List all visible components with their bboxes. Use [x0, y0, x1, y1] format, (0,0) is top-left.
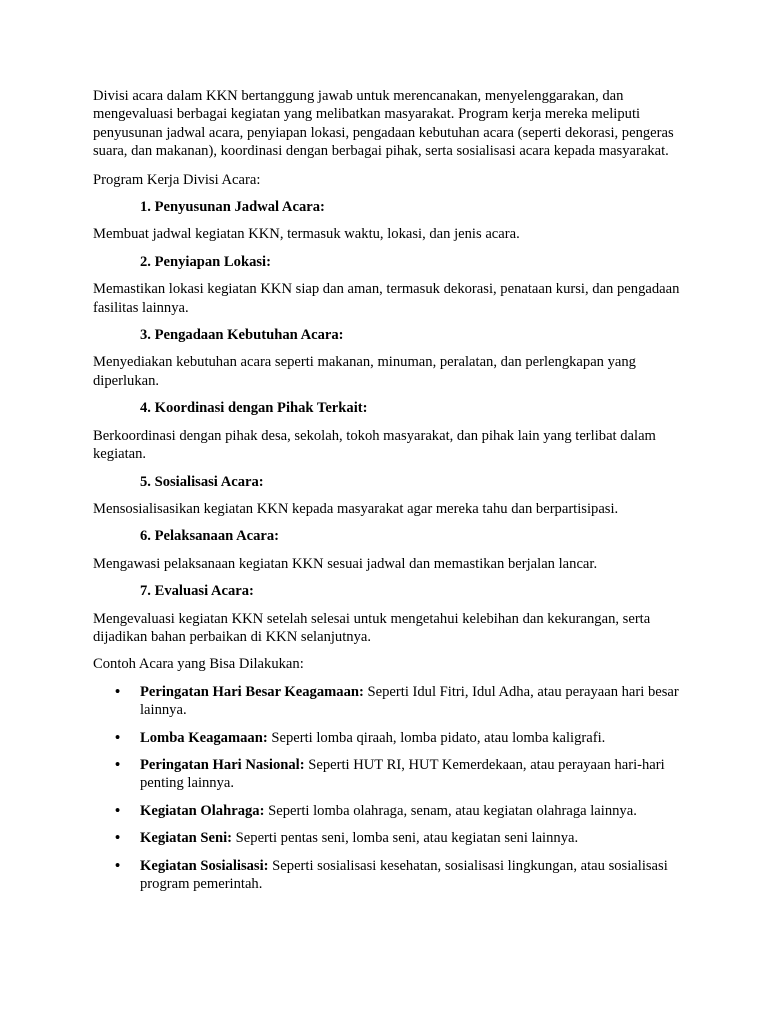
program-description: Menyediakan kebutuhan acara seperti makanan, minuman, peralatan, dan perlengkapan yang diperlukan.: [93, 354, 636, 389]
program-description: Mensosialisasikan kegiatan KKN kepada masyarakat agar mereka tahu dan berpartisipasi.: [93, 500, 619, 517]
bullet-icon: •: [115, 830, 121, 847]
example-text: Seperti sosialisasi kesehatan, sosialisasi lingkungan, atau sosialisasi program pemerintah.: [140, 857, 668, 892]
example-text: Seperti pentas seni, lomba seni, atau kegiatan seni lainnya.: [232, 830, 579, 847]
example-label: Kegiatan Seni:: [140, 830, 233, 847]
program-title: 6. Pelaksanaan Acara:: [140, 528, 280, 545]
bullet-icon: •: [115, 802, 121, 819]
program-description: Membuat jadwal kegiatan KKN, termasuk waktu, lokasi, dan jenis acara.: [93, 226, 520, 243]
program-item: [93, 473, 693, 519]
program-description: Mengawasi pelaksanaan kegiatan KKN sesuai jadwal dan memastikan berjalan lancar.: [93, 555, 598, 572]
program-item: [93, 399, 693, 463]
program-title: 5. Sosialisasi Acara:: [140, 473, 264, 490]
program-description: Berkoordinasi dengan pihak desa, sekolah, tokoh masyarakat, dan pihak lain yang terlibat dalam kegiatan.: [93, 427, 656, 463]
list-item: [93, 857, 693, 894]
document-page: [93, 87, 693, 902]
program-title: 4. Koordinasi dengan Pihak Terkait:: [140, 400, 368, 417]
program-title: 1. Penyusunan Jadwal Acara:: [140, 199, 325, 216]
example-text: Seperti Idul Fitri, Idul Adha, atau perayaan hari besar lainnya.: [140, 683, 679, 719]
list-item: [93, 683, 693, 720]
bullet-icon: •: [115, 756, 121, 773]
program-list: [93, 198, 693, 646]
program-item: [93, 198, 693, 244]
program-item: [93, 253, 693, 317]
example-text: Seperti HUT RI, HUT Kemerdekaan, atau perayaan hari-hari penting lainnya.: [140, 756, 665, 792]
example-label: Kegiatan Sosialisasi:: [140, 857, 269, 874]
examples-heading: Contoh Acara yang Bisa Dilakukan:: [93, 656, 304, 673]
programs-heading: Program Kerja Divisi Acara:: [93, 171, 261, 188]
bullet-icon: •: [115, 857, 121, 874]
example-label: Lomba Keagamaan:: [140, 729, 268, 746]
program-item: [93, 582, 693, 646]
program-title: 3. Pengadaan Kebutuhan Acara:: [140, 327, 344, 344]
list-item: [93, 729, 693, 747]
program-title: 7. Evaluasi Acara:: [140, 583, 254, 600]
list-item: [93, 829, 693, 847]
intro-paragraph: Divisi acara dalam KKN bertanggung jawab untuk merencanakan, menyelenggarakan, dan mengevaluasi berbagai kegiatan yang melibatkan masyarakat. Program kerja mereka meliputi penyusunan jadwal acara, penyiapan lokasi, pengadaan kebutuhan acara (seperti dekorasi, pengeras suara, dan makanan), koordinasi dengan berbagai pihak, serta sosialisasi acara kepada masyarakat.: [93, 88, 674, 160]
example-text: Seperti lomba olahraga, senam, atau kegiatan olahraga lainnya.: [264, 802, 637, 819]
program-title: 2. Penyiapan Lokasi:: [140, 253, 271, 270]
examples-list: [93, 683, 693, 894]
bullet-icon: •: [115, 729, 121, 746]
bullet-icon: •: [115, 683, 121, 700]
example-label: Peringatan Hari Besar Keagamaan:: [140, 683, 364, 700]
example-label: Kegiatan Olahraga:: [140, 802, 265, 819]
program-description: Memastikan lokasi kegiatan KKN siap dan aman, termasuk dekorasi, penataan kursi, dan pengadaan fasilitas lainnya.: [93, 281, 680, 316]
program-item: [93, 527, 693, 573]
program-item: [93, 326, 693, 390]
list-item: [93, 802, 693, 820]
list-item: [93, 756, 693, 793]
example-text: Seperti lomba qiraah, lomba pidato, atau lomba kaligrafi.: [267, 729, 606, 746]
example-label: Peringatan Hari Nasional:: [140, 756, 305, 773]
program-description: Mengevaluasi kegiatan KKN setelah selesai untuk mengetahui kelebihan dan kekurangan, serta dijadikan bahan perbaikan di KKN selanjutnya.: [93, 610, 651, 645]
